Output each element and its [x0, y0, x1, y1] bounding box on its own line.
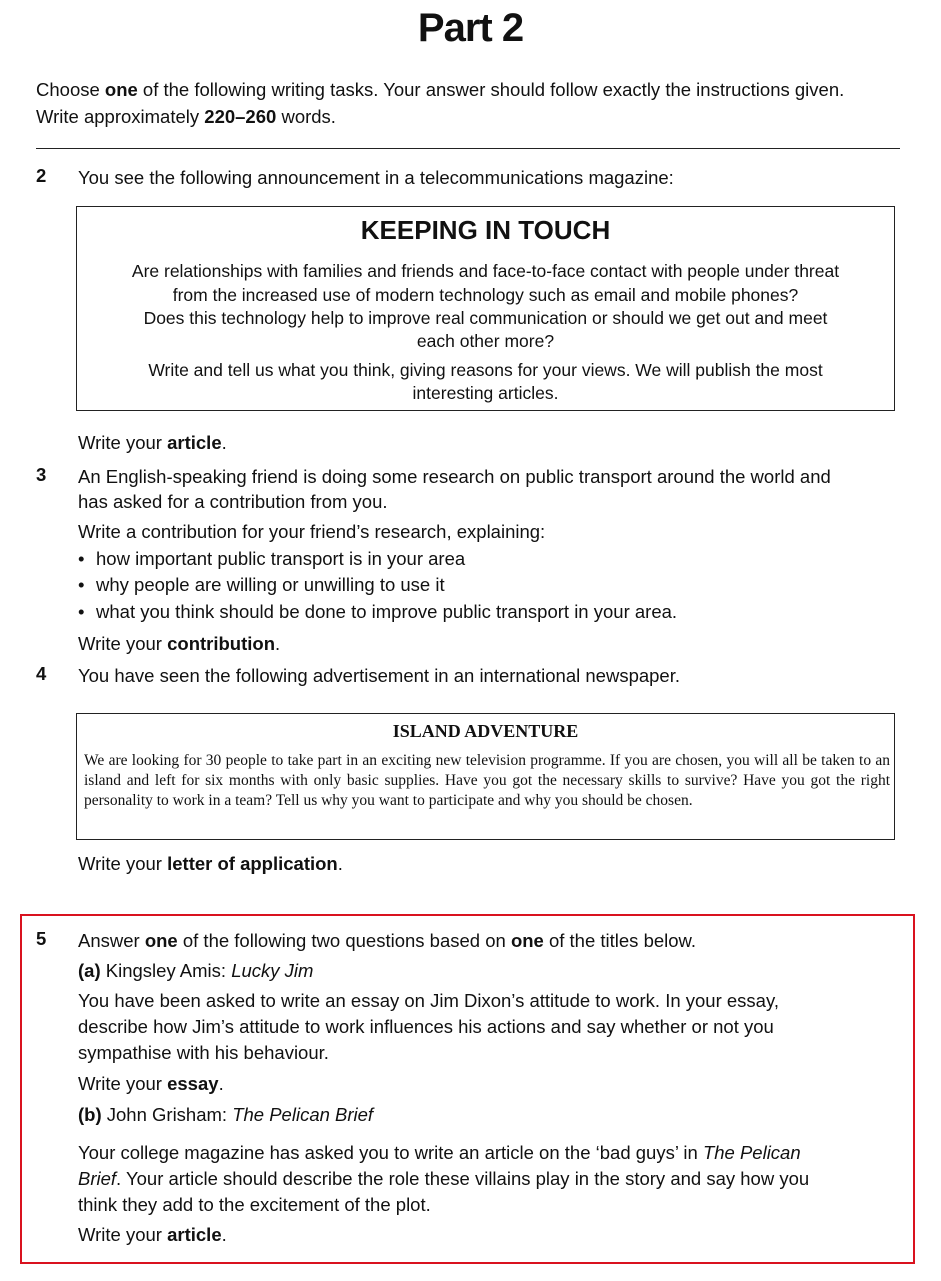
announcement-line: Are relationships with families and friends and face-to-face contact with people under threat	[131, 261, 840, 281]
task-text: Write your	[78, 1224, 168, 1245]
book-author: John Grisham:	[101, 1104, 233, 1125]
book-title: Lucky Jim	[231, 960, 314, 981]
option-a-task	[78, 1071, 224, 1097]
task-type: essay	[167, 1073, 219, 1094]
option-b-task	[78, 1222, 227, 1248]
bullet-text: why people are willing or unwilling to use it	[96, 574, 445, 595]
divider	[36, 148, 900, 149]
intro-text: of the following two questions based on	[177, 930, 511, 951]
instructions-line-2	[36, 103, 916, 130]
advertisement-title: ISLAND ADVENTURE	[392, 721, 579, 741]
question-5-intro	[78, 928, 696, 954]
book-author: Kingsley Amis:	[100, 960, 232, 981]
option-b-text: Your college magazine has asked you to write an article on the ‘bad guys’ in	[78, 1142, 703, 1163]
question-2-task	[78, 430, 227, 456]
task-type: contribution	[167, 633, 276, 654]
task-text: Write your	[78, 633, 168, 654]
option-label: (b)	[78, 1104, 102, 1125]
task-text: .	[218, 1073, 224, 1094]
option-b-line: think they add to the excitement of the plot.	[78, 1194, 431, 1215]
word-count: 220–260	[204, 106, 277, 127]
announcement-line: each other more?	[416, 331, 555, 351]
announcement-title: KEEPING IN TOUCH	[360, 215, 611, 245]
question-4-number: 4	[36, 663, 47, 684]
instructions	[36, 76, 916, 130]
task-type: letter of application	[167, 853, 338, 874]
task-type: article	[167, 432, 222, 453]
question-4-prompt: You have seen the following advertisement in an international newspaper.	[78, 665, 680, 686]
announcement-line: Write and tell us what you think, giving reasons for your views. We will publish the most	[148, 360, 823, 380]
instructions-text: of the following writing tasks. Your answer should follow exactly the instructions given.	[137, 79, 845, 100]
question-3-number: 3	[36, 464, 47, 485]
bullet-icon: •	[78, 548, 85, 569]
bullet-item	[78, 572, 445, 598]
task-type: article	[167, 1224, 222, 1245]
option-a-line: sympathise with his behaviour.	[78, 1042, 329, 1063]
option-a-line: describe how Jim’s attitude to work influences his actions and say whether or not you	[78, 1016, 774, 1037]
task-text: .	[221, 1224, 227, 1245]
advertisement-text: We are looking for 30 people to take part in an exciting new television programme. If you are chosen, you will all be taken to an island and left for six months with only basic supplies. Have you got the necessary skills to survive? Have you got the right personality to work in a team? Tell us why you want to participate and why you should be chosen.	[84, 752, 890, 809]
question-3-line: Write a contribution for your friend’s research, explaining:	[78, 521, 546, 542]
bullet-text: how important public transport is in your area	[96, 548, 466, 569]
task-text: .	[221, 432, 227, 453]
book-title: The Pelican	[702, 1142, 801, 1163]
book-title: Brief	[78, 1168, 117, 1189]
task-text: .	[275, 633, 281, 654]
option-a-heading	[78, 958, 313, 984]
option-b-line	[78, 1166, 809, 1192]
book-title: The Pelican Brief	[232, 1104, 374, 1125]
bullet-text: what you think should be done to improve public transport in your area.	[96, 601, 678, 622]
task-text: Write your	[78, 1073, 168, 1094]
task-text: Write your	[78, 853, 168, 874]
question-2-number: 2	[36, 165, 47, 186]
option-b-heading	[78, 1102, 373, 1128]
instructions-text: words.	[276, 106, 336, 127]
question-3-line: has asked for a contribution from you.	[78, 491, 388, 512]
option-b-line	[78, 1140, 801, 1166]
intro-text: of the titles below.	[543, 930, 697, 951]
instructions-text: Write approximately	[36, 106, 205, 127]
option-label: (a)	[78, 960, 101, 981]
instructions-emphasis: one	[104, 79, 138, 100]
intro-text: Answer	[78, 930, 145, 951]
announcement-line: from the increased use of modern technology such as email and mobile phones?	[172, 285, 799, 305]
task-text: Write your	[78, 432, 168, 453]
announcement-line: interesting articles.	[412, 383, 559, 403]
task-text: .	[337, 853, 343, 874]
bullet-icon: •	[78, 601, 85, 622]
page-title: Part 2	[417, 6, 524, 50]
question-4-task	[78, 851, 343, 877]
option-b-text: . Your article should describe the role these villains play in the story and say how you	[116, 1168, 810, 1189]
bullet-icon: •	[78, 574, 85, 595]
question-3-task	[78, 631, 280, 657]
announcement-box	[76, 206, 895, 411]
advertisement-box	[76, 713, 895, 840]
bullet-item	[78, 546, 465, 572]
instructions-line-1	[36, 76, 916, 103]
question-2-prompt: You see the following announcement in a telecommunications magazine:	[78, 167, 674, 188]
question-5-number: 5	[36, 928, 47, 949]
intro-emphasis: one	[510, 930, 544, 951]
question-3-line: An English-speaking friend is doing some research on public transport around the world and	[78, 466, 831, 487]
bullet-item	[78, 599, 677, 625]
announcement-line: Does this technology help to improve real communication or should we get out and meet	[143, 308, 828, 328]
instructions-text: Choose	[36, 79, 105, 100]
option-a-line: You have been asked to write an essay on Jim Dixon’s attitude to work. In your essay,	[78, 990, 779, 1011]
intro-emphasis: one	[144, 930, 178, 951]
